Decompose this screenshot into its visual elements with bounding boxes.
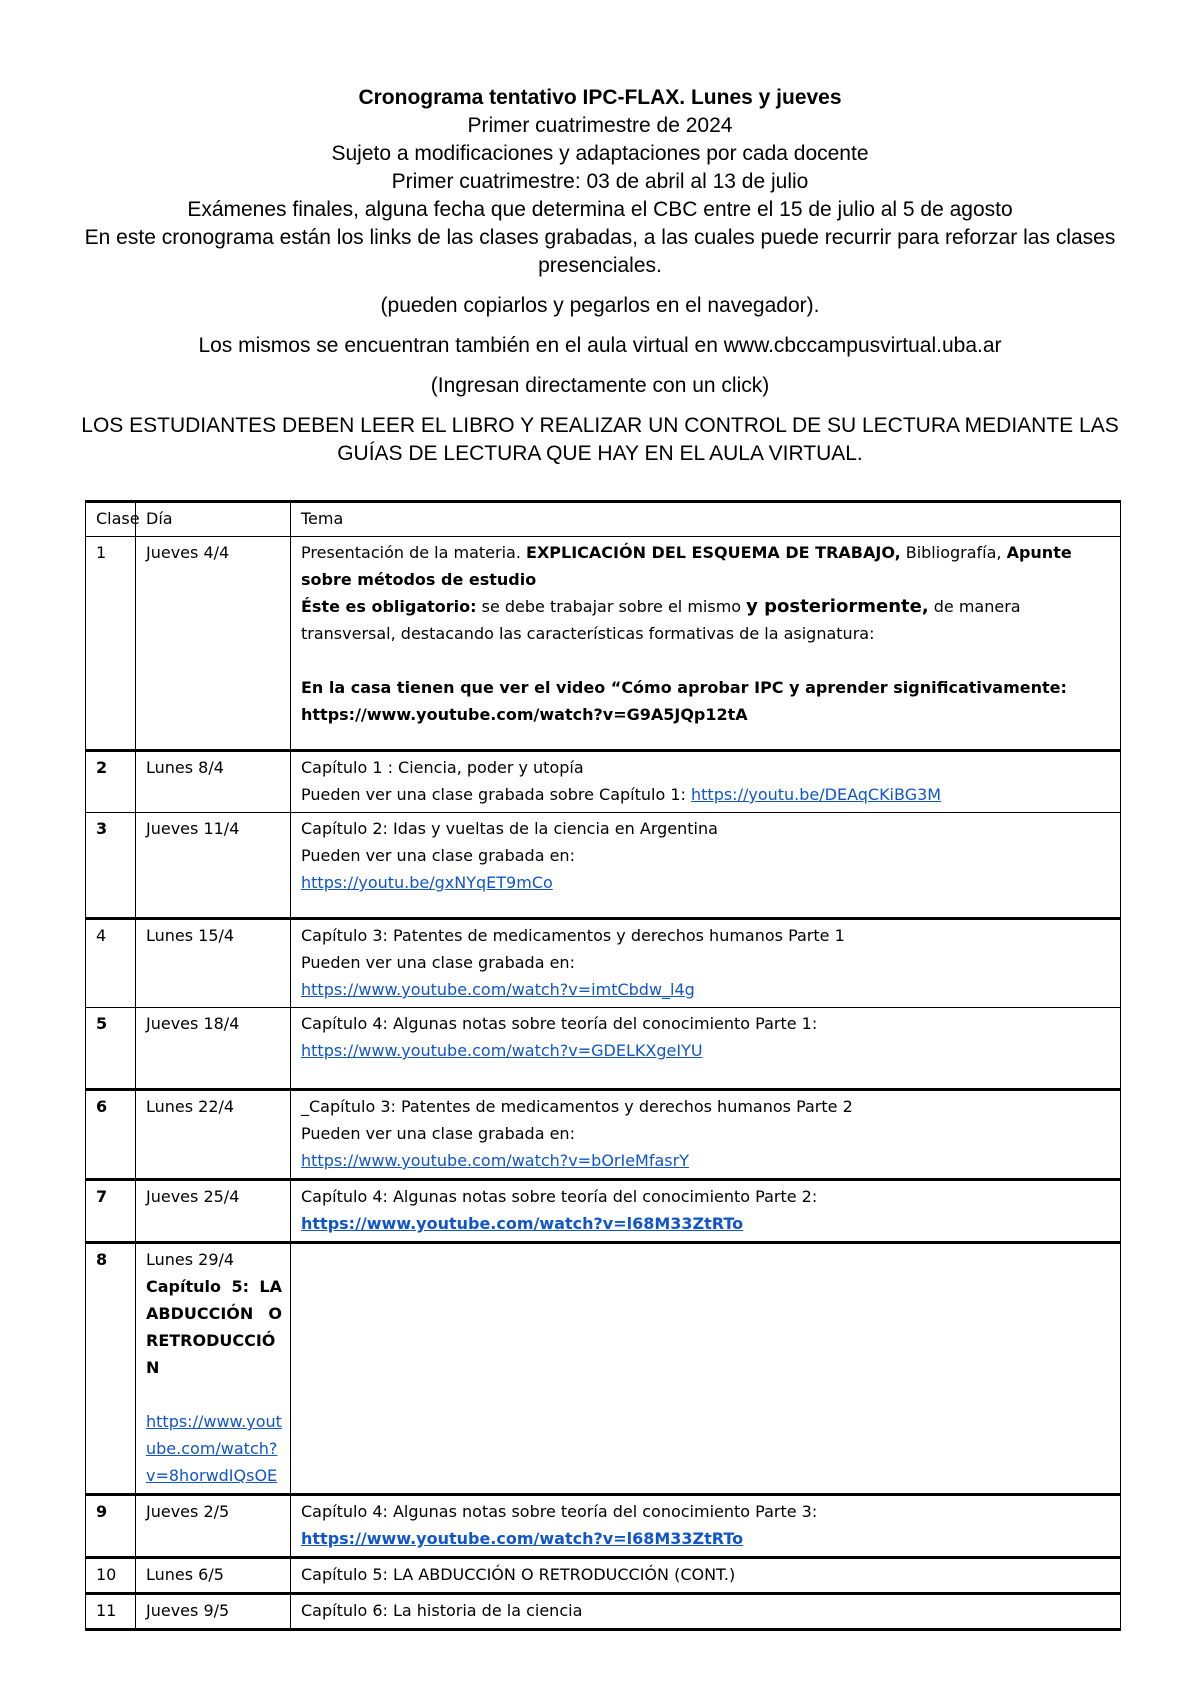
header-line-exams: Exámenes finales, alguna fecha que determina el CBC entre el 15 de julio al 5 de agosto — [187, 198, 1013, 221]
chapter-label: Capítulo 5: LA ABDUCCIÓN O RETRODUCCIÓN — [146, 1277, 282, 1377]
schedule-table — [85, 500, 1121, 1631]
clase-cell: 4 — [86, 919, 136, 1008]
recorded-class-link[interactable]: https://www.youtube.com/watch?v=8horwdIQsOE — [146, 1412, 282, 1485]
tema-cell: _Capítulo 3: Patentes de medicamentos y derechos humanos Parte 2 Pueden ver una clase grabada en: https://www.youtube.com/watch?v=bOrIeMfasrY — [291, 1090, 1121, 1180]
table-row — [86, 1594, 1121, 1630]
recorded-class-link[interactable]: https://youtu.be/DEAqCKiBG3M — [691, 785, 942, 804]
clase-cell: 2 — [86, 751, 136, 813]
document-header — [60, 84, 1140, 468]
table-header-row — [86, 502, 1121, 537]
table-row — [86, 1008, 1121, 1090]
tema-cell: Capítulo 4: Algunas notas sobre teoría del conocimiento Parte 2: https://www.youtube.com/watch?v=l68M33ZtRTo — [291, 1180, 1121, 1243]
header-line-copy: (pueden copiarlos y pegarlos en el navegador). — [380, 294, 820, 317]
tema-cell: Capítulo 2: Idas y vueltas de la ciencia en Argentina Pueden ver una clase grabada en: https://youtu.be/gxNYqET9mCo — [291, 813, 1121, 919]
dia-cell: Lunes 29/4 Capítulo 5: LA ABDUCCIÓN O RETRODUCCIÓN https://www.youtube.com/watch?v=8horwdIQsOE — [136, 1243, 291, 1495]
header-line-dates: Primer cuatrimestre: 03 de abril al 13 de julio — [391, 170, 809, 193]
tema-cell: Capítulo 4: Algunas notas sobre teoría del conocimiento Parte 1: https://www.youtube.com/watch?v=GDELKXgeIYU — [291, 1008, 1121, 1090]
recorded-class-link[interactable]: https://www.youtube.com/watch?v=l68M33ZtRTo — [301, 1529, 744, 1548]
dia-cell: Lunes 22/4 — [136, 1090, 291, 1180]
header-line-term: Primer cuatrimestre de 2024 — [467, 114, 733, 137]
clase-cell: 8 — [86, 1243, 136, 1495]
table-row — [86, 1090, 1121, 1180]
recorded-class-link[interactable]: https://youtu.be/gxNYqET9mCo — [301, 873, 553, 892]
recorded-class-link[interactable]: https://www.youtube.com/watch?v=imtCbdw_l4g — [301, 980, 695, 999]
clase-cell: 11 — [86, 1594, 136, 1630]
recorded-class-link[interactable]: https://www.youtube.com/watch?v=l68M33ZtRTo — [301, 1214, 744, 1233]
column-header-dia: Día — [136, 502, 291, 537]
clase-cell: 6 — [86, 1090, 136, 1180]
table-row — [86, 751, 1121, 813]
tema-cell: Presentación de la materia. EXPLICACIÓN DEL ESQUEMA DE TRABAJO, Bibliografía, Apunte sobre métodos de estudio Éste es obligatorio: se debe trabajar sobre el mismo y posteriormente, de manera transversal, destacando las características formativas de la asignatura: En la casa tienen que ver el video “Cómo aprobar IPC y aprender significativamente: https://www.youtube.com/watch?v=G9A5JQp12tA — [291, 537, 1121, 751]
recorded-class-link[interactable]: https://www.youtube.com/watch?v=GDELKXgeIYU — [301, 1041, 703, 1060]
table-row — [86, 813, 1121, 919]
table-row — [86, 537, 1121, 751]
tema-cell: Capítulo 5: LA ABDUCCIÓN O RETRODUCCIÓN (CONT.) — [291, 1558, 1121, 1594]
recorded-class-link[interactable]: https://www.youtube.com/watch?v=bOrIeMfasrY — [301, 1151, 689, 1170]
table-row — [86, 1495, 1121, 1558]
dia-cell: Lunes 6/5 — [136, 1558, 291, 1594]
header-line-students: LOS ESTUDIANTES DEBEN LEER EL LIBRO Y REALIZAR UN CONTROL DE SU LECTURA MEDIANTE LAS GUÍAS DE LECTURA QUE HAY EN EL AULA VIRTUAL. — [81, 414, 1119, 465]
dia-cell: Lunes 8/4 — [136, 751, 291, 813]
document-title: Cronograma tentativo IPC-FLAX. Lunes y jueves — [358, 86, 842, 109]
dia-cell: Lunes 15/4 — [136, 919, 291, 1008]
clase-cell: 7 — [86, 1180, 136, 1243]
tema-cell: Capítulo 4: Algunas notas sobre teoría del conocimiento Parte 3: https://www.youtube.com/watch?v=l68M33ZtRTo — [291, 1495, 1121, 1558]
clase-cell: 9 — [86, 1495, 136, 1558]
header-line-links: En este cronograma están los links de las clases grabadas, a las cuales puede recurrir para reforzar las clases presenciales. — [84, 226, 1116, 277]
table-row — [86, 1180, 1121, 1243]
tema-cell: Capítulo 3: Patentes de medicamentos y derechos humanos Parte 1 Pueden ver una clase grabada en: https://www.youtube.com/watch?v=imtCbdw_l4g — [291, 919, 1121, 1008]
table-row — [86, 1558, 1121, 1594]
dia-cell: Jueves 11/4 — [136, 813, 291, 919]
video-instruction: En la casa tienen que ver el video “Cómo aprobar IPC y aprender significativamente: — [301, 678, 1067, 697]
dia-cell: Jueves 4/4 — [136, 537, 291, 751]
column-header-tema: Tema — [291, 502, 1121, 537]
clase-cell: 5 — [86, 1008, 136, 1090]
table-row — [86, 1243, 1121, 1495]
column-header-clase: Clase — [86, 502, 136, 537]
dia-cell: Jueves 2/5 — [136, 1495, 291, 1558]
clase-cell: 1 — [86, 537, 136, 751]
header-line-click: (Ingresan directamente con un click) — [430, 374, 770, 397]
tema-cell: Capítulo 1 : Ciencia, poder y utopía Pueden ver una clase grabada sobre Capítulo 1: https://youtu.be/DEAqCKiBG3M — [291, 751, 1121, 813]
dia-cell: Jueves 9/5 — [136, 1594, 291, 1630]
header-line-virtual: Los mismos se encuentran también en el aula virtual en www.cbccampusvirtual.uba.ar — [198, 334, 1002, 357]
clase-cell: 10 — [86, 1558, 136, 1594]
tema-cell — [291, 1243, 1121, 1495]
dia-cell: Jueves 18/4 — [136, 1008, 291, 1090]
video-url: https://www.youtube.com/watch?v=G9A5JQp12tA — [301, 705, 748, 724]
header-line-subject: Sujeto a modificaciones y adaptaciones por cada docente — [331, 142, 869, 165]
dia-cell: Jueves 25/4 — [136, 1180, 291, 1243]
table-row — [86, 919, 1121, 1008]
tema-cell: Capítulo 6: La historia de la ciencia — [291, 1594, 1121, 1630]
clase-cell: 3 — [86, 813, 136, 919]
